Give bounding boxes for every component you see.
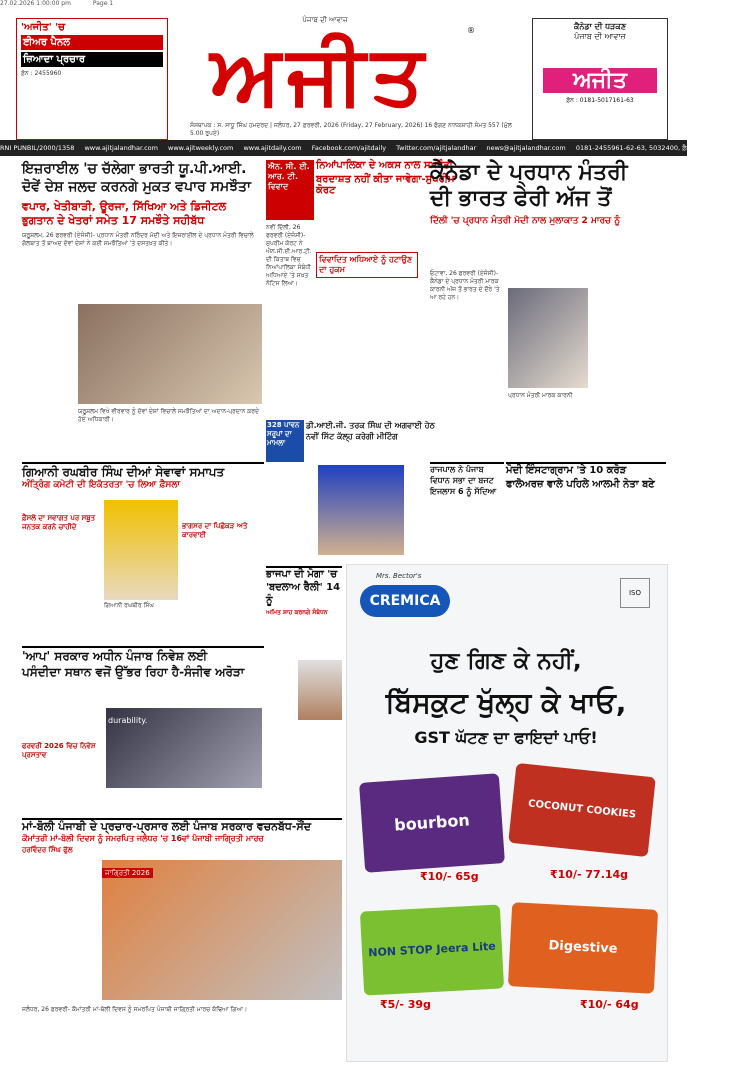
file-info: 27.02.2026 1:00:00 pm	[0, 0, 71, 7]
facebook-link[interactable]: Facebook.com/ajitdaily	[311, 144, 387, 152]
twitter-link[interactable]: Twitter.com/ajitjalandhar	[396, 144, 477, 152]
ad-brand-small: Mrs. Bector's	[376, 572, 422, 580]
punjabi-banner: ਜਾਗ੍ਰਿਤੀ 2026	[102, 868, 153, 878]
aap-photo	[106, 708, 262, 788]
ear-panel-ad-right[interactable]	[532, 18, 668, 140]
ear-ad-phone: ਫ਼ੋਨ : 2455960	[21, 70, 62, 77]
punjabi-photo	[102, 860, 342, 1000]
giani-side-1: ਫ਼ੈਸਲੇ ਦਾ ਸਵਾਗਤ ਪਰ ਸਬੂਤ ਜਨਤਕ ਕਰਨੇ ਚਾਹੀਦੇ	[22, 514, 96, 531]
product-coconut-cookies[interactable]	[508, 763, 656, 857]
story-bjp-rally[interactable]	[266, 566, 342, 668]
ncert-quote: ਵਿਵਾਦਿਤ ਅਧਿਆਏ ਨੂੰ ਹਟਾਉਣ ਦਾ ਹੁਕਮ	[316, 252, 418, 278]
aap-side: ਫਰਵਰੀ 2026 ਵਿਚ ਨਿਵੇਸ਼ ਪ੍ਰਸਤਾਵ	[22, 742, 96, 759]
canada-headline-2: ਦੀ ਭਾਰਤ ਫੇਰੀ ਅੱਜ ਤੋਂ	[430, 186, 612, 211]
israel-subhead-2: ਭੁਗਤਾਨ ਦੇ ਖੇਤਰਾਂ ਸਮੇਤ 17 ਸਮਝੌਤੇ ਸਹੀਬੱਧ	[22, 214, 205, 227]
story-sit[interactable]	[266, 420, 435, 460]
giani-subhead: ਅੰਤ੍ਰਿੰਗ ਕਮੇਟੀ ਦੀ ਇਕੱਤਰਤਾ 'ਚ ਲਿਆ ਫ਼ੈਸਲਾ	[22, 480, 181, 490]
phone-number: 0181-2455961-62-63, 5032400, ਫ਼ੈਕਸ : 2455960	[575, 144, 731, 152]
ear-ad-line1: 'ਅਜੀਤ' 'ਚ	[21, 22, 65, 33]
ncert-body: ਨਵੀਂ ਦਿੱਲੀ, 26 ਫਰਵਰੀ (ਏਜੰਸੀ)- ਸੁਪਰੀਮ ਕੋਰਟ ਨੇ ਐਨ.ਸੀ.ਈ.ਆਰ.ਟੀ. ਦੀ ਕਿਤਾਬ ਵਿਚ ਨਿਆਂਪਾਲਿਕਾ ਸੰਬੰਧੀ ਅਧਿਆਏ 'ਤੇ ਸਖ਼ਤ ਨੋਟਿਸ ਲਿਆ।	[266, 224, 312, 287]
file-info-bar	[0, 0, 687, 12]
registered-mark: ®	[467, 26, 475, 35]
giani-headline: ਗਿਆਨੀ ਰਘਬੀਰ ਸਿੰਘ ਦੀਆਂ ਸੇਵਾਵਾਂ ਸਮਾਪਤ	[22, 465, 225, 479]
punjabi-body: ਜਲੰਧਰ, 26 ਫਰਵਰੀ- ਕੌਮਾਂਤਰੀ ਮਾਂ-ਬੋਲੀ ਦਿਵਸ ਨੂੰ ਸਮਰਪਿਤ ਪੰਜਾਬੀ ਜਾਗ੍ਰਿਤੀ ਮਾਰਚ ਕੱਢਿਆ ਗਿਆ।	[22, 1006, 248, 1013]
carney-photo	[508, 288, 588, 388]
ear-ad-line3: ਜ਼ਿਆਦਾ ਪ੍ਰਚਾਰ	[21, 52, 163, 67]
aap-headline-1: 'ਆਪ' ਸਰਕਾਰ ਅਧੀਨ ਪੰਜਾਬ ਨਿਵੇਸ਼ ਲਈ	[22, 649, 208, 663]
story-israel[interactable]	[22, 160, 262, 460]
aap-photo-screen-text: durability.	[108, 716, 148, 725]
ad-slogan-2: ਬਿੱਸਕੁਟ ਖੁੱਲ੍ਹ ਕੇ ਖਾਓ,	[385, 686, 627, 719]
product-non-stop[interactable]	[360, 904, 504, 995]
ncert-label: ਐਨ. ਸੀ. ਈ. ਆਰ. ਟੀ. ਵਿਵਾਦ	[266, 160, 314, 220]
product-bourbon-name: bourbon	[393, 810, 471, 835]
right-ad-line2: ਪੰਜਾਬ ਦੀ ਆਵਾਜ਼	[574, 32, 626, 41]
story-aap-investment[interactable]	[22, 646, 264, 818]
dateline: ਸੰਸਥਾਪਕ : ਸ. ਸਾਧੂ ਸਿੰਘ ਹਮਦਰਦ | ਜਲੰਧਰ, 27 ਫ਼ਰਵਰੀ, 2026 (Friday, 27 February, 2026) 16 ਫੱਗਣ ਨਾਨਕਸ਼ਾਹੀ ਸੰਮਤ 557 (ਮੁੱਲ 5.00 ਰੁਪਏ)	[190, 122, 512, 137]
israel-headline-2: ਦੋਵੇਂ ਦੇਸ਼ ਜਲਦ ਕਰਨਗੇ ਮੁਕਤ ਵਪਾਰ ਸਮਝੌਤਾ	[22, 179, 251, 195]
email-link[interactable]: news@ajitjalandhar.com	[486, 144, 566, 152]
story-giani[interactable]	[22, 462, 264, 614]
masthead	[0, 12, 687, 140]
contact-info-bar	[0, 140, 731, 156]
website-link-1[interactable]: www.ajitjalandhar.com	[84, 144, 158, 152]
ear-panel-ad-left[interactable]	[16, 18, 168, 140]
canada-caption: ਪ੍ਰਧਾਨ ਮੰਤਰੀ ਮਾਰਕ ਕਾਰਨੀ	[508, 392, 573, 399]
ncert-headline-1: ਨਿਆਂਪਾਲਿਕਾ ਦੇ ਅਕਸ ਨਾਲ ਸਮਝੌਤਾ	[316, 160, 453, 171]
israel-caption: ਯਰੂਸ਼ਲਮ ਵਿਖੇ ਵੀਰਵਾਰ ਨੂੰ ਦੋਵਾਂ ਦੇਸ਼ਾਂ ਵਿਚਾਲੇ ਸਮਝੌਤਿਆਂ ਦਾ ਅਦਾਨ-ਪ੍ਰਦਾਨ ਕਰਦੇ ਹੋਏ ਅਧਿਕਾਰੀ।	[78, 408, 259, 423]
right-ad-brand: ਅਜੀਤ	[543, 68, 657, 93]
ncert-headline-2: ਬਰਦਾਸ਼ਤ ਨਹੀਂ ਕੀਤਾ ਜਾਵੇਗਾ-ਸੁਪਰੀਮ ਕੋਰਟ	[316, 174, 455, 196]
product-coconut-name: COCONUT COOKIES	[527, 798, 637, 821]
budget-headline: ਰਾਜਪਾਲ ਨੇ ਪੰਜਾਬ ਵਿਧਾਨ ਸਭਾ ਦਾ ਬਜਟ ਇਜਲਾਸ 6 ਨੂੰ ਸੱਦਿਆ	[430, 465, 497, 496]
right-ad-phone: ਫ਼ੋਨ : 0181-5017161-63	[566, 97, 634, 104]
ad-slogan-1: ਹੁਣ ਗਿਣ ਕੇ ਨਹੀਂ,	[430, 648, 582, 674]
price-nonstop: ₹5/- 39g	[380, 998, 431, 1011]
product-digestive-name: Digestive	[548, 938, 618, 957]
page-number: Page 1	[92, 0, 114, 7]
canada-subhead: ਦਿੱਲੀ 'ਚ ਪ੍ਰਧਾਨ ਮੰਤਰੀ ਮੋਦੀ ਨਾਲ ਮੁਲਾਕਾਤ 2 ਮਾਰਚ ਨੂੰ	[430, 216, 621, 226]
website-link-3[interactable]: www.ajitdaily.com	[243, 144, 302, 152]
product-bourbon[interactable]	[359, 773, 505, 873]
ad-slogan-3: GST ਘੱਟਣ ਦਾ ਫਾਇਦਾਂ ਪਾਓ!	[414, 728, 598, 747]
price-coconut: ₹10/- 77.14g	[550, 868, 629, 881]
masthead-tagline: ਪੰਜਾਬ ਦੀ ਆਵਾਜ਼	[302, 16, 348, 24]
rni-number: RNI PUNBIL/2000/1358	[0, 144, 75, 152]
logo-text: ਅਜੀਤ	[210, 27, 430, 123]
punjabi-byline: ਹਰਵਿੰਦਰ ਸਿੰਘ ਫੁੱਲ	[22, 846, 73, 854]
israel-subhead-1: ਵਪਾਰ, ਖੇਤੀਬਾੜੀ, ਊਰਜਾ, ਸਿੱਖਿਆ ਅਤੇ ਡਿਜੀਟਲ	[22, 200, 227, 213]
story-ncert[interactable]	[266, 160, 455, 360]
amit-shah-photo	[298, 660, 342, 720]
sikh-officer-photo	[318, 465, 404, 555]
story-punjabi-language[interactable]	[22, 818, 342, 1060]
giani-side-2: ਭਾਗਸਰ ਦਾ ਪਿਛੋਕੜ ਅਤੇ ਕਾਰਵਾਈ	[182, 522, 248, 539]
bjp-headline: ਭਾਜਪਾ ਦੀ ਮੋਗਾ 'ਚ 'ਬਦਲਾਅ ਰੈਲੀ' 14 ਨੂੰ	[266, 569, 341, 606]
punjabi-headline: ਮਾਂ-ਬੋਲੀ ਪੰਜਾਬੀ ਦੇ ਪ੍ਰਚਾਰ-ਪ੍ਰਸਾਰ ਲਈ ਪੰਜਾਬ ਸਰਕਾਰ ਵਚਨਬੱਧ-ਸੌਂਦ	[22, 820, 311, 833]
israel-photo	[78, 304, 262, 404]
punjabi-subhead: ਕੌਮਾਂਤਰੀ ਮਾਂ-ਬੋਲੀ ਦਿਵਸ ਨੂੰ ਸਮਰਪਿਤ ਜਲੰਧਰ 'ਚ 16ਵਾਂ ਪੰਜਾਬੀ ਜਾਗ੍ਰਿਤੀ ਮਾਰਚ	[22, 834, 264, 843]
product-nonstop-name: NON STOP Jeera Lite	[367, 939, 496, 960]
canada-headline-1: ਕੈਨੇਡਾ ਦੇ ਪ੍ਰਧਾਨ ਮੰਤਰੀ	[430, 160, 628, 185]
israel-headline-1: ਇਜ਼ਰਾਈਲ 'ਚ ਚੱਲੇਗਾ ਭਾਰਤੀ ਯੂ.ਪੀ.ਆਈ.	[22, 161, 247, 177]
sit-label: 328 ਪਾਵਨ ਸਰੂਪਾਂ ਦਾ ਮਾਮਲਾ	[266, 420, 304, 462]
israel-body: ਯਰੂਸ਼ਲਮ, 26 ਫਰਵਰੀ (ਏਜੰਸੀ)- ਪ੍ਰਧਾਨ ਮੰਤਰੀ ਨਰਿੰਦਰ ਮੋਦੀ ਅਤੇ ਇਜ਼ਰਾਈਲ ਦੇ ਪ੍ਰਧਾਨ ਮੰਤਰੀ ਵਿਚਾਲੇ ਗੱਲਬਾਤ ਤੋਂ ਬਾਅਦ ਦੋਵਾਂ ਦੇਸ਼ਾਂ ਨੇ ਕਈ ਸਮਝੌਤਿਆਂ 'ਤੇ ਦਸਤਖ਼ਤ ਕੀਤੇ।	[22, 232, 254, 247]
ear-ad-line2: ਈਅਰ ਪੈਨਲ	[21, 35, 163, 50]
product-digestive[interactable]	[508, 902, 658, 994]
story-budget-session[interactable]	[430, 462, 504, 564]
canada-body: ਓਟਾਵਾ, 26 ਫਰਵਰੀ (ਏਜੰਸੀ)- ਕੈਨੇਡਾ ਦੇ ਪ੍ਰਧਾਨ ਮੰਤਰੀ ਮਾਰਕ ਕਾਰਨੀ ਅੱਜ ਤੋਂ ਭਾਰਤ ਦੇ ਦੌਰੇ 'ਤੇ ਆ ਰਹੇ ਹਨ।	[430, 270, 500, 301]
story-modi-instagram[interactable]	[506, 462, 666, 564]
giani-photo	[104, 500, 178, 600]
right-ad-line1: ਕੈਨੇਡਾ ਦੀ ਧੜਕਣ	[573, 22, 627, 31]
price-digestive: ₹10/- 64g	[580, 998, 639, 1011]
price-bourbon: ₹10/- 65g	[420, 870, 479, 883]
story-canada[interactable]	[430, 160, 666, 460]
iso-badge: ISO	[620, 578, 650, 608]
aap-headline-2: ਪਸੰਦੀਦਾ ਸਥਾਨ ਵਜੋਂ ਉੱਭਰ ਰਿਹਾ ਹੈ-ਸੰਜੀਵ ਅਰੋੜਾ	[22, 665, 245, 679]
newspaper-logo	[175, 27, 465, 123]
website-link-2[interactable]: www.ajitweekly.com	[168, 144, 234, 152]
bjp-subhead: ਅਮਿਤ ਸ਼ਾਹ ਕਰਨਗੇ ਸੰਬੋਧਨ	[266, 609, 328, 616]
sit-headline: ਡੀ.ਆਈ.ਜੀ. ਤਰਕ ਸਿੰਘ ਦੀ ਅਗਵਾਈ ਹੇਠ ਨਵੀਂ ਸਿੱਟ ਕੱਲ੍ਹ ਕਰੇਗੀ ਮੀਟਿੰਗ	[306, 421, 435, 441]
instagram-headline: ਮੋਦੀ ਇੰਸਟਾਗ੍ਰਾਮ 'ਤੇ 10 ਕਰੋੜ ਫਾਲੋਅਰਜ਼ ਵਾਲੇ ਪਹਿਲੇ ਆਲਮੀ ਨੇਤਾ ਬਣੇ	[506, 465, 655, 490]
cremica-logo: CREMICA	[360, 585, 450, 617]
giani-caption: ਗਿਆਨੀ ਰਘਬੀਰ ਸਿੰਘ	[104, 602, 154, 609]
